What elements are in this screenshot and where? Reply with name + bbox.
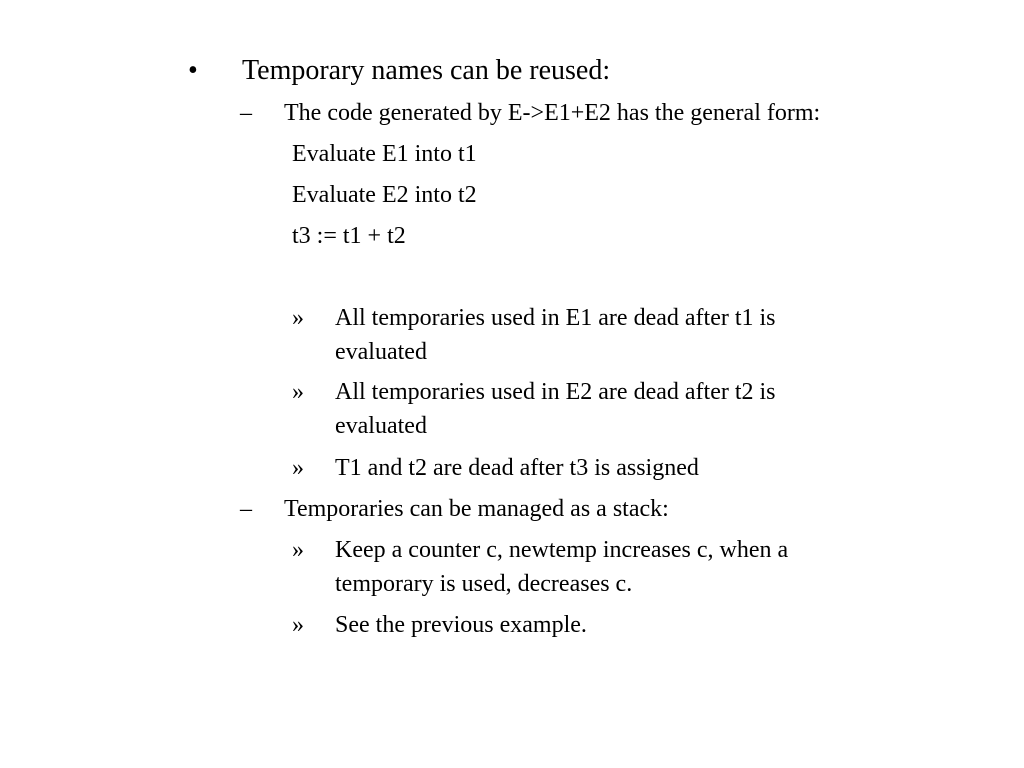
chevron-marker: » bbox=[292, 379, 304, 405]
detail-line: temporary is used, decreases c. bbox=[335, 571, 633, 597]
detail-line: Keep a counter c, newtemp increases c, when a bbox=[335, 537, 789, 563]
chevron-marker: » bbox=[292, 305, 304, 331]
detail-line: T1 and t2 are dead after t3 is assigned bbox=[335, 455, 699, 481]
chevron-marker: » bbox=[292, 612, 304, 638]
detail-line: evaluated bbox=[335, 339, 427, 365]
code-line: Evaluate E1 into t1 bbox=[292, 141, 477, 167]
subpoint-stack: Temporaries can be managed as a stack: bbox=[284, 496, 669, 522]
detail-line: evaluated bbox=[335, 413, 427, 439]
subpoint-code-form: The code generated by E->E1+E2 has the general form: bbox=[284, 100, 821, 126]
detail-line: See the previous example. bbox=[335, 612, 587, 638]
code-line: Evaluate E2 into t2 bbox=[292, 182, 477, 208]
detail-line: All temporaries used in E1 are dead after t1 is bbox=[335, 305, 776, 331]
dash-marker: – bbox=[240, 100, 252, 126]
chevron-marker: » bbox=[292, 537, 304, 563]
slide-heading: Temporary names can be reused: bbox=[242, 55, 611, 86]
dash-marker: – bbox=[240, 496, 252, 522]
code-line: t3 := t1 + t2 bbox=[292, 223, 406, 249]
detail-line: All temporaries used in E2 are dead after t2 is bbox=[335, 379, 776, 405]
chevron-marker: » bbox=[292, 455, 304, 481]
bullet-marker: • bbox=[188, 55, 198, 86]
